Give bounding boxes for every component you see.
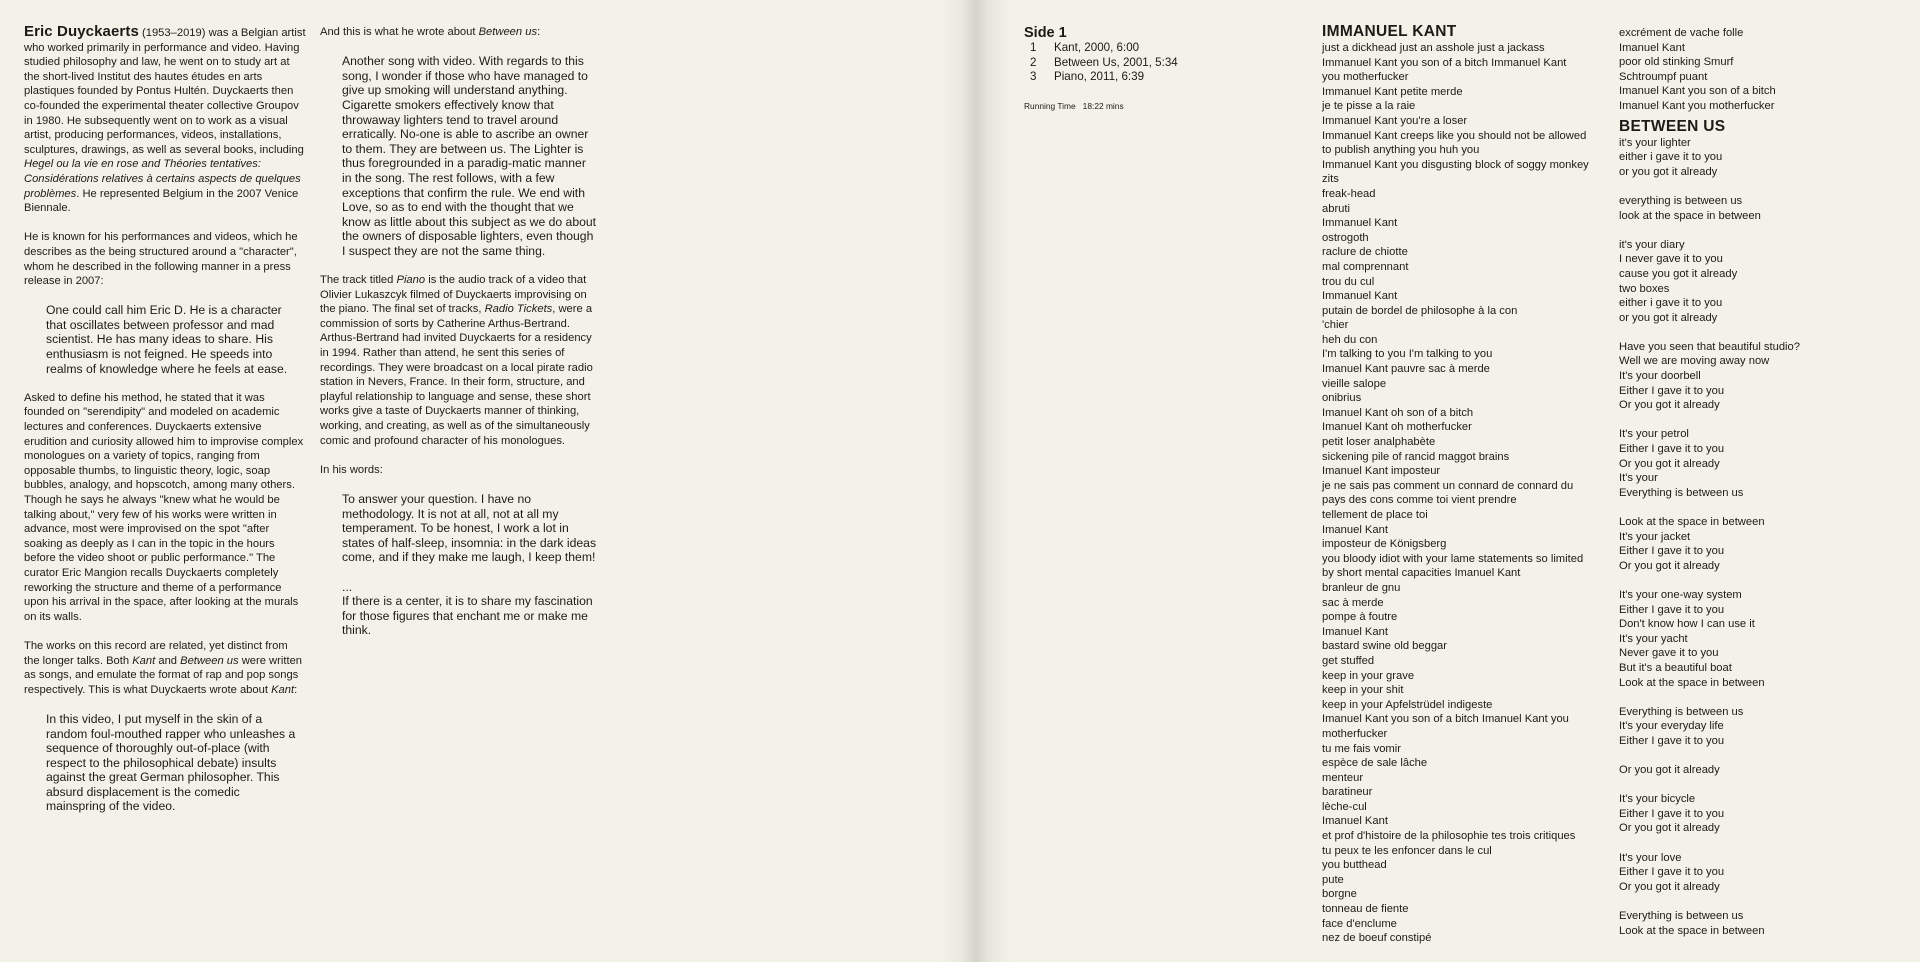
lyric-line: Imanuel Kant pauvre sac à merde <box>1322 363 1490 376</box>
piano-text: is the audio track of a video that Olivier Lukaszcyk filmed of Duyckaerts improvising on the piano. The final set of tracks, <box>320 274 587 316</box>
lyric-line: I never gave it to you <box>1619 253 1723 266</box>
record-text: were written as songs, and emulate the format of rap and pop songs respectively. This is what Duyckaerts wrote about <box>24 654 303 696</box>
lyric-line: bastard swine old beggar <box>1322 640 1448 653</box>
lyric-line: keep in your shit <box>1322 684 1404 697</box>
lyric-line: zits <box>1322 173 1339 186</box>
method-paragraph: Asked to define his method, he stated that it was founded on "serendipity" and modeled on academic lectures and conferences. Duyckaerts extensive erudition and curiosity allowed him to improvise complex monologues on a variety of topics, ranging from opposable thumbs, to linguistic theory, logic, soap bubbles, analogy, and hopscotch, among many others. Though he says he always "knew what he would be talking about," very few of his works were written in advance, most were improvised on the spot "after soaking as deeply as I can in the topic in the hours before the video shoot or public performance." The curator Eric Mangion recalls Duyckaerts completely reworking the structure and theme of a performance upon his arrival in the space, after looking at the murals on its walls. <box>24 391 304 623</box>
lyric-line: Imanuel Kant you motherfucker <box>1619 99 1775 112</box>
lyric-line: Or you got it already <box>1619 880 1720 893</box>
lyric-line: putain de bordel de philosophe à la con <box>1322 304 1518 317</box>
lyric-line: pute <box>1322 873 1344 886</box>
lyric-line: nez de boeuf constipé <box>1322 932 1432 945</box>
lyric-line: pays des cons comme toi vient prendre <box>1322 494 1517 507</box>
artist-name: Eric Duyckaerts <box>24 23 139 40</box>
lyric-line: Imanuel Kant imposteur <box>1322 465 1441 478</box>
record-text: and <box>155 654 181 667</box>
between-intro <box>320 25 602 40</box>
lyric-line: by short mental capacities Imanuel Kant <box>1322 567 1521 580</box>
running-time-value: 18:22 mins <box>1082 101 1124 111</box>
stanza-break <box>1619 749 1899 764</box>
lyric-line: Immanuel Kant <box>1322 290 1398 303</box>
lyric-line: Everything is between us <box>1619 910 1744 923</box>
lyric-line: Look at the space in between <box>1619 676 1765 689</box>
track-number: 3 <box>1030 70 1037 84</box>
lyric-line: Imanuel Kant you son of a bitch <box>1619 85 1776 98</box>
stanza-break <box>1619 179 1899 194</box>
track-title: Piano, 2011, 6:39 <box>1054 70 1145 84</box>
in-his-words: In his words: <box>320 463 383 476</box>
lyric-line: It's your one-way system <box>1619 588 1742 601</box>
stanza-break <box>1619 223 1899 238</box>
track-number: 1 <box>1030 41 1037 54</box>
lyric-line: either i gave it to you <box>1619 297 1723 310</box>
track-title: Between Us, 2001, 5:34 <box>1054 55 1178 69</box>
lyric-line: Imanuel Kant oh motherfucker <box>1322 421 1472 434</box>
lyric-line: petit loser analphabète <box>1322 436 1436 449</box>
bio-book-titles: Hegel ou la vie en rose and Théories tentatives: Considérations relatives à certains aspects de quelques problèmes <box>24 158 301 200</box>
lyric-line: you bloody idiot with your lame statements so limited <box>1322 552 1584 565</box>
lyric-line: either i gave it to you <box>1619 151 1723 164</box>
lyric-line: pompe à foutre <box>1322 611 1398 624</box>
stanza-break <box>1619 836 1899 851</box>
lyric-line: menteur <box>1322 771 1364 784</box>
lyric-line: Or you got it already <box>1619 822 1720 835</box>
stanza-break <box>1619 325 1899 340</box>
piano-text: , were a commission of sorts by Catherine Arthus-Bertrand. Arthus-Bertrand had invited Duyckaerts for a residency in 1994. Rather than attend, he sent this series of recordings. They were broadcast on a local pirate radio station in Nevers, France. In their form, structure, and playful relationship to language and sense, these short works give a taste of Duyckaerts manner of thinking, working, and creating, as well as of the simultaneously comic and profound character of his monologues. <box>320 303 593 447</box>
side-title: Side 1 <box>1024 25 1067 41</box>
lyric-line: Everything is between us <box>1619 486 1744 499</box>
lyric-line: sac à merde <box>1322 596 1384 609</box>
lyric-line: It's your doorbell <box>1619 370 1701 383</box>
lyric-line: tu peux te les enfoncer dans le cul <box>1322 844 1492 857</box>
lyric-line: je ne sais pas comment un connard de connard du <box>1322 479 1574 492</box>
lyric-line: borgne <box>1322 888 1357 901</box>
record-paragraph <box>24 639 306 697</box>
lyric-line: it's your diary <box>1619 238 1685 251</box>
intro-text: : <box>537 26 541 38</box>
lyric-line: freak-head <box>1322 187 1376 200</box>
lyrics-column-2 <box>1619 26 1899 938</box>
between-quote: Another song with video. With regards to this song, I wonder if those who have managed to give up smoking will understand anything. Cigarette smokers effectively know that throwaway lighters tend to travel around erratically. No-one is able to ascribe an owner to them. They are between us. The Lighter is thus foregrounded in a paradig-matic manner in the song. The rest follows, with a few exceptions that confirm the rule. We end with Love, so as to end with the thought that we know as little about this subject as we do about the owners of disposable lighters, even though I suspect they are not the same thing. <box>342 54 597 258</box>
lyric-line: 'chier <box>1322 319 1349 332</box>
lyric-line: Or you got it already <box>1619 399 1720 412</box>
lyric-line: It's your yacht <box>1619 632 1688 645</box>
lyric-line: heh du con <box>1322 333 1378 346</box>
lyric-line: to publish anything you huh you <box>1322 144 1480 157</box>
stanza-break <box>1619 413 1899 428</box>
kant-title-ref: Kant <box>271 683 295 696</box>
lyric-line: et prof d'histoire de la philosophie tes trois critiques <box>1322 830 1576 843</box>
lyric-line: It's your everyday life <box>1619 720 1724 733</box>
lyric-line: onibrius <box>1322 392 1362 405</box>
between-title-ref: Between us <box>478 26 538 38</box>
lyric-line: face d'enclume <box>1322 917 1397 930</box>
stanza-break <box>1619 500 1899 515</box>
character-quote: One could call him Eric D. He is a character that oscillates between professor and mad scientist. He has many ideas to share. His enthusiasm is not feigned. He speeds into realms of knowledge where he feels at ease. <box>46 303 288 376</box>
lyric-line: Either I gave it to you <box>1619 807 1725 820</box>
lyric-line: keep in your Apfelstrüdel indigeste <box>1322 698 1493 711</box>
lyric-line: two boxes <box>1619 282 1670 295</box>
bio-paragraph <box>24 25 306 216</box>
lyric-line: Imanuel Kant <box>1322 625 1388 638</box>
method-quote: To answer your question. I have no methodology. It is not at all, not at all my temperament. To be honest, I work a lot in states of half-sleep, insomnia: in the dark ideas come, and if they make me laugh, I keep them! <box>342 492 597 565</box>
lyric-line: it's your lighter <box>1619 136 1691 149</box>
lyric-line: poor old stinking Smurf <box>1619 56 1734 69</box>
lyric-line: It's your bicycle <box>1619 793 1696 806</box>
lyric-line: cause you got it already <box>1619 267 1738 280</box>
track-number: 2 <box>1030 55 1037 69</box>
lyric-line: It's your petrol <box>1619 428 1689 441</box>
lyric-line: Either I gave it to you <box>1619 545 1725 558</box>
lyric-line: lèche-cul <box>1322 800 1367 813</box>
lyric-line: you butthead <box>1322 859 1387 872</box>
kant-lyric-lines <box>1322 41 1602 946</box>
lyric-line: or you got it already <box>1619 165 1718 178</box>
record-text: : <box>294 683 298 696</box>
kant-quote: In this video, I put myself in the skin of a random foul-mouthed rapper who unleashes a sequence of thoroughly out-of-place (with respect to the philosophical debate) insults against the great German philosopher. This absurd displacement is the comedic mainspring of the video. <box>46 711 296 814</box>
lyric-line: Imanuel Kant <box>1619 41 1685 54</box>
lyric-line: Either I gave it to you <box>1619 734 1725 747</box>
piano-title-ref: Piano <box>396 274 426 287</box>
between-title-ref: Between us <box>180 654 239 667</box>
kant-title-ref: Kant <box>132 654 156 667</box>
track-item <box>1030 41 1178 56</box>
running-time <box>1024 101 1124 111</box>
lyric-line: It's your <box>1619 472 1658 485</box>
lyric-line: Either I gave it to you <box>1619 443 1725 456</box>
lyric-line: Immanuel Kant <box>1322 217 1398 230</box>
piano-paragraph <box>320 273 602 448</box>
radio-tickets-title-ref: Radio Tickets <box>484 303 553 316</box>
lyric-line: Either I gave it to you <box>1619 384 1725 397</box>
piano-text: The track titled <box>320 274 397 287</box>
lyric-line: Either I gave it to you <box>1619 603 1725 616</box>
lyric-line: everything is between us <box>1619 194 1743 207</box>
lyric-line: Immanuel Kant creeps like you should not be allowed <box>1322 129 1587 142</box>
between-song-title: BETWEEN US <box>1619 117 1726 135</box>
running-time-label: Running Time <box>1024 101 1076 111</box>
lyric-line: tellement de place toi <box>1322 509 1428 521</box>
lyric-line: Or you got it already <box>1619 764 1720 777</box>
lyric-line: ostrogoth <box>1322 231 1369 244</box>
lyric-line: or you got it already <box>1619 311 1718 324</box>
center-quote: If there is a center, it is to share my fascination for those figures that enchant me or make me think. <box>342 594 593 638</box>
lyric-line: baratineur <box>1322 786 1373 799</box>
lyric-line: excrément de vache folle <box>1619 27 1744 39</box>
intro-text: And this is what he wrote about <box>320 26 479 38</box>
lyric-line: imposteur de Königsberg <box>1322 538 1447 551</box>
bio-text-end: . He represented Belgium in the 2007 Venice Biennale. <box>24 187 299 215</box>
lyric-line: branleur de gnu <box>1322 581 1401 594</box>
lyric-line: tonneau de fiente <box>1322 903 1409 916</box>
stanza-break <box>1619 894 1899 909</box>
right-page <box>962 0 1920 962</box>
essay-column-1 <box>24 25 306 829</box>
lyric-line: je te pisse a la raie <box>1322 100 1416 113</box>
lyric-line: Either I gave it to you <box>1619 866 1725 879</box>
stanza-break <box>1619 690 1899 705</box>
lyric-line: Immanuel Kant you're a loser <box>1322 114 1468 127</box>
lyric-line: Have you seen that beautiful studio? <box>1619 340 1800 353</box>
lyric-line: you motherfucker <box>1322 71 1409 84</box>
lyric-line: raclure de chiotte <box>1322 246 1408 259</box>
track-item <box>1030 56 1178 71</box>
between-lyric-lines <box>1619 136 1899 939</box>
stanza-break <box>1619 778 1899 793</box>
lyric-line: But it's a beautiful boat <box>1619 661 1732 674</box>
lyric-line: get stuffed <box>1322 654 1375 667</box>
lyric-line: Or you got it already <box>1619 559 1720 572</box>
lyric-line: keep in your grave <box>1322 669 1415 682</box>
lyric-line: Never gave it to you <box>1619 647 1719 660</box>
lyric-line: Imanuel Kant you son of a bitch Imanuel Kant you <box>1322 713 1569 726</box>
essay-column-2 <box>320 25 602 653</box>
lyric-line: Imanuel Kant <box>1322 523 1388 536</box>
kant-lyrics <box>1322 23 1602 946</box>
lyric-line: It's your love <box>1619 851 1682 864</box>
kant-song-title: IMMANUEL KANT <box>1322 23 1457 40</box>
lyric-line: Don't know how I can use it <box>1619 618 1755 631</box>
lyric-line: tu me fais vomir <box>1322 742 1401 755</box>
lyric-line: Schtroumpf puant <box>1619 70 1708 83</box>
lyric-line: vieille salope <box>1322 377 1387 390</box>
track-list <box>1030 41 1178 85</box>
lyric-line: abruti <box>1322 202 1350 215</box>
lyric-line: Immanuel Kant petite merde <box>1322 85 1463 98</box>
lyric-line: look at the space in between <box>1619 209 1761 222</box>
character-paragraph: He is known for his performances and videos, which he describes as the being structured around a "character", whom he described in the following manner in a press release in 2007: <box>24 231 298 288</box>
lyric-line: Immanuel Kant you disgusting block of soggy monkey <box>1322 158 1589 171</box>
ellipsis: ... <box>342 579 353 594</box>
lyric-line: Look at the space in between <box>1619 924 1765 937</box>
lyric-line: Well we are moving away now <box>1619 355 1770 368</box>
lyric-line: trou du cul <box>1322 275 1375 288</box>
lyric-line: sickening pile of rancid maggot brains <box>1322 450 1510 463</box>
record-text: The works on this record are related, yet distinct from the longer talks. Both <box>24 639 288 667</box>
lyric-line: Everything is between us <box>1619 705 1744 718</box>
lyric-line: just a dickhead just an asshole just a jackass <box>1322 42 1545 54</box>
track-item <box>1030 70 1178 85</box>
lyric-line: espèce de sale lâche <box>1322 757 1428 770</box>
lyric-line: mal comprennant <box>1322 260 1409 273</box>
lyric-line: Or you got it already <box>1619 457 1720 470</box>
kant-lyric-lines-cont <box>1619 26 1899 114</box>
lyric-line: Immanuel Kant you son of a bitch Immanuel Kant <box>1322 56 1567 69</box>
lyric-line: It's your jacket <box>1619 530 1691 543</box>
stanza-break <box>1619 573 1899 588</box>
lyric-line: Imanuel Kant <box>1322 815 1388 828</box>
lyric-line: Look at the space in between <box>1619 516 1765 528</box>
track-title: Kant, 2000, 6:00 <box>1054 41 1140 54</box>
lyric-line: motherfucker <box>1322 727 1388 740</box>
lyric-line: I'm talking to you I'm talking to you <box>1322 348 1493 361</box>
lyric-line: Imanuel Kant oh son of a bitch <box>1322 406 1474 419</box>
bio-text: (1953–2019) was a Belgian artist who worked primarily in performance and video. Having studied philosophy and law, he went on to study art at the short-lived Institut des hautes études en arts plastiques founded by Pontus Hultén. Duyckaerts then co-founded the experimental theater collective Groupov in 1980. He subsequently went on to work as a visual artist, producing performances, videos, installations, sculptures, drawings, as well as several books, including <box>24 27 306 156</box>
